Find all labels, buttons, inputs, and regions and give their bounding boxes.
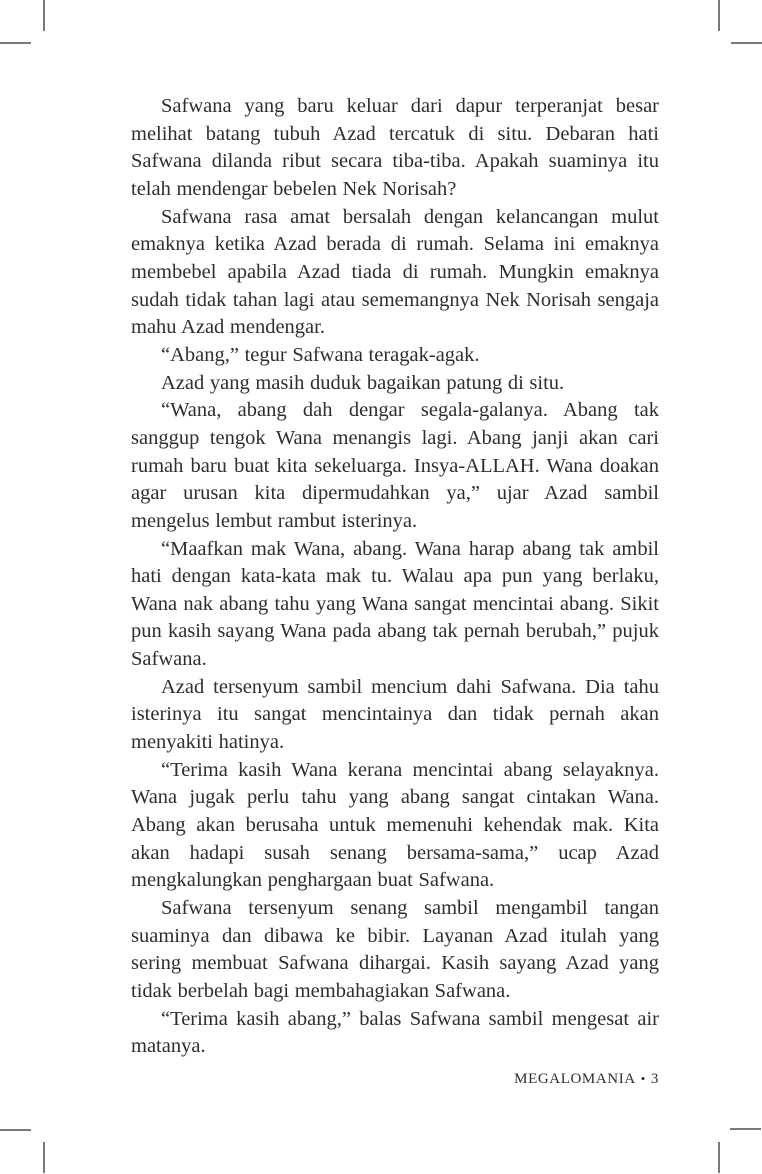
- body-paragraph: “Terima kasih abang,” balas Safwana sambil mengesat air matanya.: [131, 1007, 659, 1058]
- body-paragraph: Safwana yang baru keluar dari dapur terperanjat besar melihat batang tubuh Azad tercatuk di situ. Debaran hati Safwana dilanda ribut secara tiba-tiba. Apakah suaminya itu telah mendengar bebelen Nek Norisah?: [131, 95, 659, 200]
- footer-separator-bullet: •: [640, 1071, 646, 1086]
- crop-mark-bottom-right-vertical: [718, 1142, 720, 1173]
- body-paragraph: “Terima kasih Wana kerana mencintai abang selayaknya. Wana jugak perlu tahu yang abang sangat cintakan Wana. Abang akan berusaha untuk memenuhi kehendak mak. Kita akan hadapi susah senang bersama-sama,” ucap Azad mengkalungkan penghargaan buat Safwana.: [131, 758, 659, 892]
- crop-mark-top-left-vertical: [43, 0, 45, 31]
- body-paragraph: “Maafkan mak Wana, abang. Wana harap abang tak ambil hati dengan kata-kata mak tu. Walau apa pun yang berlaku, Wana nak abang tahu yang Wana sangat mencintai abang. Sikit pun kasih sayang Wana pada abang tak pernah berubah,” pujuk Safwana.: [131, 537, 659, 671]
- crop-mark-top-right-vertical: [718, 0, 720, 31]
- body-paragraph: “Wana, abang dah dengar segala-galanya. Abang tak sanggup tengok Wana menangis lagi. Abang janji akan cari rumah baru buat kita sekeluarga. Insya-ALLAH. Wana doakan agar urusan kita dipermudahkan ya,” ujar Azad sambil mengelus lembut rambut isterinya.: [131, 399, 659, 532]
- crop-mark-top-left-horizontal: [0, 42, 31, 44]
- body-paragraph: “Abang,” tegur Safwana teragak-agak.: [161, 343, 480, 366]
- crop-mark-bottom-left-vertical: [43, 1142, 45, 1173]
- body-paragraph: Azad yang masih duduk bagaikan patung di situ.: [161, 371, 565, 394]
- body-text: [131, 93, 659, 1061]
- body-paragraph: Safwana tersenyum senang sambil mengambil tangan suaminya dan dibawa ke bibir. Layanan Azad itulah yang sering membuat Safwana dihargai. Kasih sayang Azad yang tidak berbelah bagi membahagiakan Safwana.: [131, 897, 659, 1002]
- running-footer: [131, 1071, 659, 1088]
- footer-page-number: 3: [650, 1071, 659, 1087]
- crop-mark-top-right-horizontal: [731, 42, 762, 44]
- crop-mark-bottom-left-horizontal: [0, 1129, 31, 1131]
- footer-book-title: MEGALOMANIA: [514, 1071, 636, 1087]
- body-paragraph: Azad tersenyum sambil mencium dahi Safwana. Dia tahu isterinya itu sangat mencintainya dan tidak pernah akan menyakiti hatinya.: [131, 675, 659, 754]
- crop-mark-bottom-right-horizontal: [730, 1128, 761, 1130]
- body-paragraph: Safwana rasa amat bersalah dengan kelancangan mulut emaknya ketika Azad berada di rumah. Selama ini emaknya membebel apabila Azad tiada di rumah. Mungkin emaknya sudah tidak tahan lagi atau sememangnya Nek Norisah sengaja mahu Azad mendengar.: [131, 205, 659, 339]
